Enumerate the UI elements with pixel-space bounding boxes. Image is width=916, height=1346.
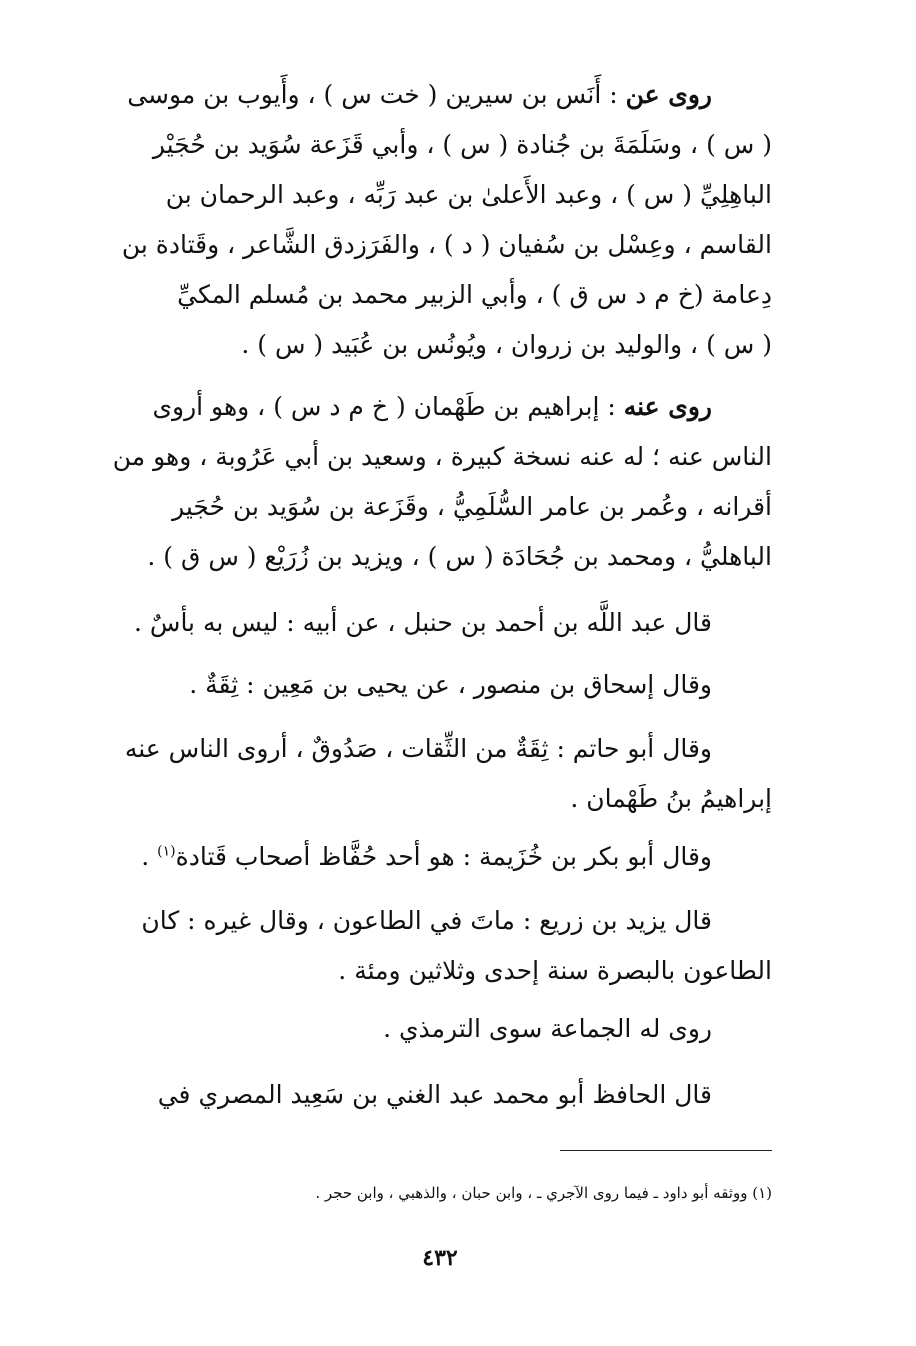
- section-label: روى عنه: [623, 392, 712, 421]
- footnote-divider: [560, 1150, 772, 1151]
- footnote-marker: (١): [157, 843, 176, 860]
- text-line: قال عبد اللَّه بن أحمد بن حنبل ، عن أبيه : ليس به بأسٌ .: [134, 608, 712, 637]
- paragraph-ibn-maeen: [60, 660, 772, 710]
- text-line: القاسم ، وعِسْل بن سُفيان ( د ) ، والفَرَزدق الشَّاعر ، وقَتادة بن: [121, 230, 772, 259]
- text-line: قال يزيد بن زريع : ماتَ في الطاعون ، وقال غيره : كان: [141, 906, 712, 935]
- paragraph-jamaa: [60, 1004, 772, 1054]
- text-line: روى عنه : إبراهيم بن طَهْمان ( خ م د س ) ، وهو أروى: [152, 392, 712, 421]
- text-line: الباهِلِيِّ ( س ) ، وعبد الأَعلىٰ بن عبد رَبِّه ، وعبد الرحمان بن: [165, 180, 772, 209]
- paragraph-yazid: [60, 896, 772, 996]
- text-line: دِعامة (خ م د س ق ) ، وأبي الزبير محمد بن مُسلم المكيِّ: [177, 280, 772, 309]
- text-line: وقال أبو بكر بن خُزَيمة : هو أحد حُفَّاظ أصحاب قَتادة$^{(١)}$ .: [141, 842, 712, 871]
- text-line: إبراهيمُ بنُ طَهْمان .: [570, 784, 772, 813]
- page-number: ٤٣٢: [422, 1245, 458, 1271]
- book-page: [60, 70, 772, 1310]
- paragraph-ibn-khuzayma: [60, 832, 772, 882]
- paragraph-narrated-from: [60, 70, 772, 370]
- paragraph-ibn-hanbal: [60, 598, 772, 648]
- text-line: روى له الجماعة سوى الترمذي .: [383, 1014, 712, 1043]
- text-line: ( س ) ، والوليد بن زروان ، ويُونُس بن عُبَيد ( س ) .: [241, 330, 772, 359]
- paragraph-abu-hatim: [60, 724, 772, 824]
- text-line: الباهليُّ ، ومحمد بن جُحَادَة ( س ) ، ويزيد بن زُرَيْع ( س ق ) .: [147, 542, 772, 571]
- text-line: وقال إسحاق بن منصور ، عن يحيى بن مَعِين : ثِقَةٌ .: [189, 670, 712, 699]
- text-line: الطاعون بالبصرة سنة إحدى وثلاثين ومئة .: [338, 956, 772, 985]
- section-label: روى عن: [625, 80, 712, 109]
- footnote: (١) ووثقه أبو داود ـ فيما روى الآجري ـ ، وابن حبان ، والذهبي ، وابن حجر .: [315, 1184, 772, 1202]
- text-line: قال الحافظ أبو محمد عبد الغني بن سَعِيد المصري في: [157, 1080, 712, 1109]
- text-line: روى عن : أَنَس بن سيرين ( خت س ) ، وأَيوب بن موسى: [127, 80, 712, 109]
- text-line: الناس عنه ؛ له عنه نسخة كبيرة ، وسعيد بن أبي عَرُوبة ، وهو من: [112, 442, 772, 471]
- text-line: ( س ) ، وسَلَمَةَ بن جُنادة ( س ) ، وأبي قَزَعة سُوَيد بن حُجَيْر: [152, 130, 772, 159]
- text-line: أقرانه ، وعُمر بن عامر السُّلَمِيُّ ، وقَزَعة بن سُوَيد بن حُجَير: [172, 492, 772, 521]
- text-line: وقال أبو حاتم : ثِقَةٌ من الثِّقات ، صَدُوقٌ ، أروى الناس عنه: [124, 734, 712, 763]
- paragraph-hafiz: [60, 1070, 772, 1120]
- paragraph-narrated-by: [60, 382, 772, 582]
